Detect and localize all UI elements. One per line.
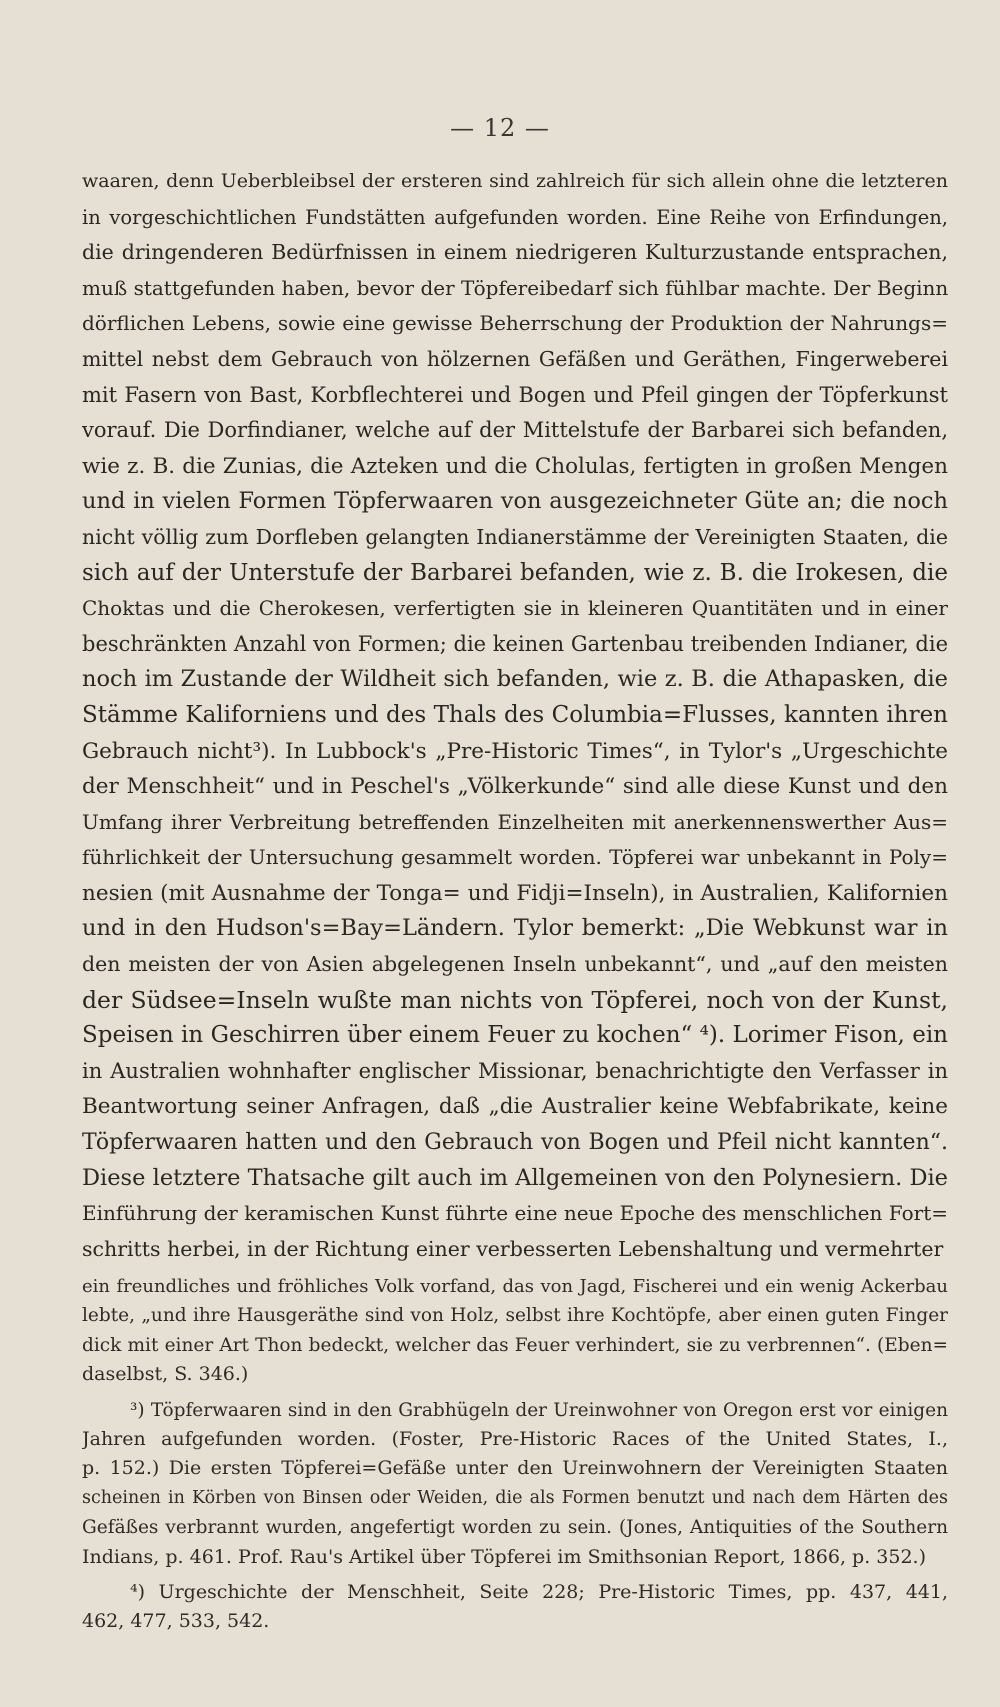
text-line: muß stattgefunden haben, bevor der Töpfereibedarf sich fühlbar machte. Der Beginn [82, 275, 948, 300]
footnote-4-line: 462, 477, 533, 542. [82, 1610, 270, 1633]
text-line: die dringenderen Bedürfnissen in einem niedrigeren Kulturzustande entsprachen, [82, 240, 948, 265]
text-line: beschränkten Anzahl von Formen; die keinen Gartenbau treibenden Indianer, die [82, 631, 948, 656]
footnote-3-line: ³) Töpferwaaren sind in den Grabhügeln der Ureinwohner von Oregon erst vor einigen [130, 1399, 948, 1421]
text-line: Diese letztere Thatsache gilt auch im Allgemeinen von den Polynesiern. Die [82, 1164, 948, 1191]
footnote-line: daselbst, S. 346.) [82, 1363, 249, 1386]
text-line: wie z. B. die Zunias, die Azteken und die Cholulas, fertigten in großen Mengen [82, 453, 948, 479]
text-line: den meisten der von Asien abgelegenen Inseln unbekannt“, und „auf den meisten [82, 952, 948, 977]
text-line: Umfang ihrer Verbreitung betreffenden Einzelheiten mit anerkennenswerther Aus= [82, 809, 948, 834]
footnotes [82, 1272, 948, 1637]
text-line: Stämme Kaliforniens und des Thals des Columbia=Flusses, kannten ihren [82, 701, 948, 728]
text-line: Töpferwaaren hatten und den Gebrauch von Bogen und Pfeil nicht kannten“. [82, 1130, 948, 1156]
text-line: Choktas und die Cherokesen, verfertigten sie in kleineren Quantitäten und in einer [82, 596, 948, 621]
footnote-3-line: p. 152.) Die ersten Töpferei=Gefäße unter den Ureinwohnern der Vereinigten Staaten [82, 1457, 948, 1480]
text-line: nicht völlig zum Dorfleben gelangten Indianerstämme der Vereinigten Staaten, die [82, 524, 948, 549]
footnote-3-line: Gefäßes verbrannt wurden, angefertigt worden zu sein. (Jones, Antiquities of the Southern [82, 1517, 948, 1539]
text-line: und in vielen Formen Töpferwaaren von ausgezeichneter Güte an; die noch [82, 488, 948, 515]
text-line: mittel nebst dem Gebrauch von hölzernen Gefäßen und Geräthen, Fingerweberei [82, 346, 948, 371]
text-line: noch im Zustande der Wildheit sich befanden, wie z. B. die Athapasken, die [82, 666, 948, 693]
text-line: waaren, denn Ueberbleibsel der ersteren sind zahlreich für sich allein ohne die letzteren [82, 170, 948, 192]
text-line: in vorgeschichtlichen Fundstätten aufgefunden worden. Eine Reihe von Erfindungen, [82, 205, 948, 229]
text-line: mit Fasern von Bast, Korbflechterei und Bogen und Pfeil gingen der Töpferkunst [82, 382, 948, 407]
footnote-4-line: ⁴) Urgeschichte der Menschheit, Seite 228; Pre-Historic Times, pp. 437, 441, [130, 1580, 948, 1603]
text-line: führlichkeit der Untersuchung gesammelt worden. Töpferei war unbekannt in Poly= [82, 845, 948, 870]
footnote-line: dick mit einer Art Thon bedeckt, welcher das Feuer verhindert, sie zu verbrennen“. (Eben= [82, 1334, 948, 1356]
footnote-line: lebte, „und ihre Hausgeräthe sind von Holz, selbst ihre Kochtöpfe, aber einen guten Finger [82, 1305, 948, 1327]
footnote-3-line: Jahren aufgefunden worden. (Foster, Pre-Historic Races of the United States, I., [82, 1427, 948, 1450]
text-line: Beantwortung seiner Anfragen, daß „die Australier keine Webfabrikate, keine [82, 1094, 948, 1120]
footnote-line: ein freundliches und fröhliches Volk vorfand, das von Jagd, Fischerei und ein wenig Ackerbau [82, 1276, 948, 1297]
text-line: sich auf der Unterstufe der Barbarei befanden, wie z. B. die Irokesen, die [82, 559, 948, 586]
footnote-3-line: Indians, p. 461. Prof. Rau's Artikel über Töpferei im Smithsonian Report, 1866, p. 352.) [82, 1545, 926, 1568]
text-line: der Menschheit“ und in Peschel's „Völkerkunde“ sind alle diese Kunst und den [82, 774, 948, 800]
text-line: Gebrauch nicht³). In Lubbock's „Pre-Historic Times“, in Tylor's „Urgeschichte [82, 738, 948, 764]
page-number: — 12 — [450, 114, 550, 142]
text-line: in Australien wohnhafter englischer Missionar, benachrichtigte den Verfasser in [82, 1058, 948, 1083]
text-line: Speisen in Geschirren über einem Feuer zu kochen“ ⁴). Lorimer Fison, ein [82, 1022, 948, 1049]
text-line: Einführung der keramischen Kunst führte eine neue Epoche des menschlichen Fort= [82, 1201, 948, 1226]
text-line: der Südsee=Inseln wußte man nichts von Töpferei, noch von der Kunst, [82, 985, 948, 1014]
text-line: und in den Hudson's=Bay=Ländern. Tylor bemerkt: „Die Webkunst war in [82, 915, 948, 942]
text-line: nesien (mit Ausnahme der Tonga= und Fidji=Inseln), in Australien, Kalifornien [82, 880, 948, 906]
footnote-3-line: scheinen in Körben von Binsen oder Weiden, die als Formen benutzt und nach dem Härten des [82, 1487, 948, 1508]
main-text [82, 164, 948, 1267]
text-line: schritts herbei, in der Richtung einer verbesserten Lebenshaltung und vermehrter [82, 1236, 944, 1261]
text-line: vorauf. Die Dorfindianer, welche auf der Mittelstufe der Barbarei sich befanden, [82, 418, 948, 443]
text-line: dörflichen Lebens, sowie eine gewisse Beherrschung der Produktion der Nahrungs= [82, 311, 948, 336]
